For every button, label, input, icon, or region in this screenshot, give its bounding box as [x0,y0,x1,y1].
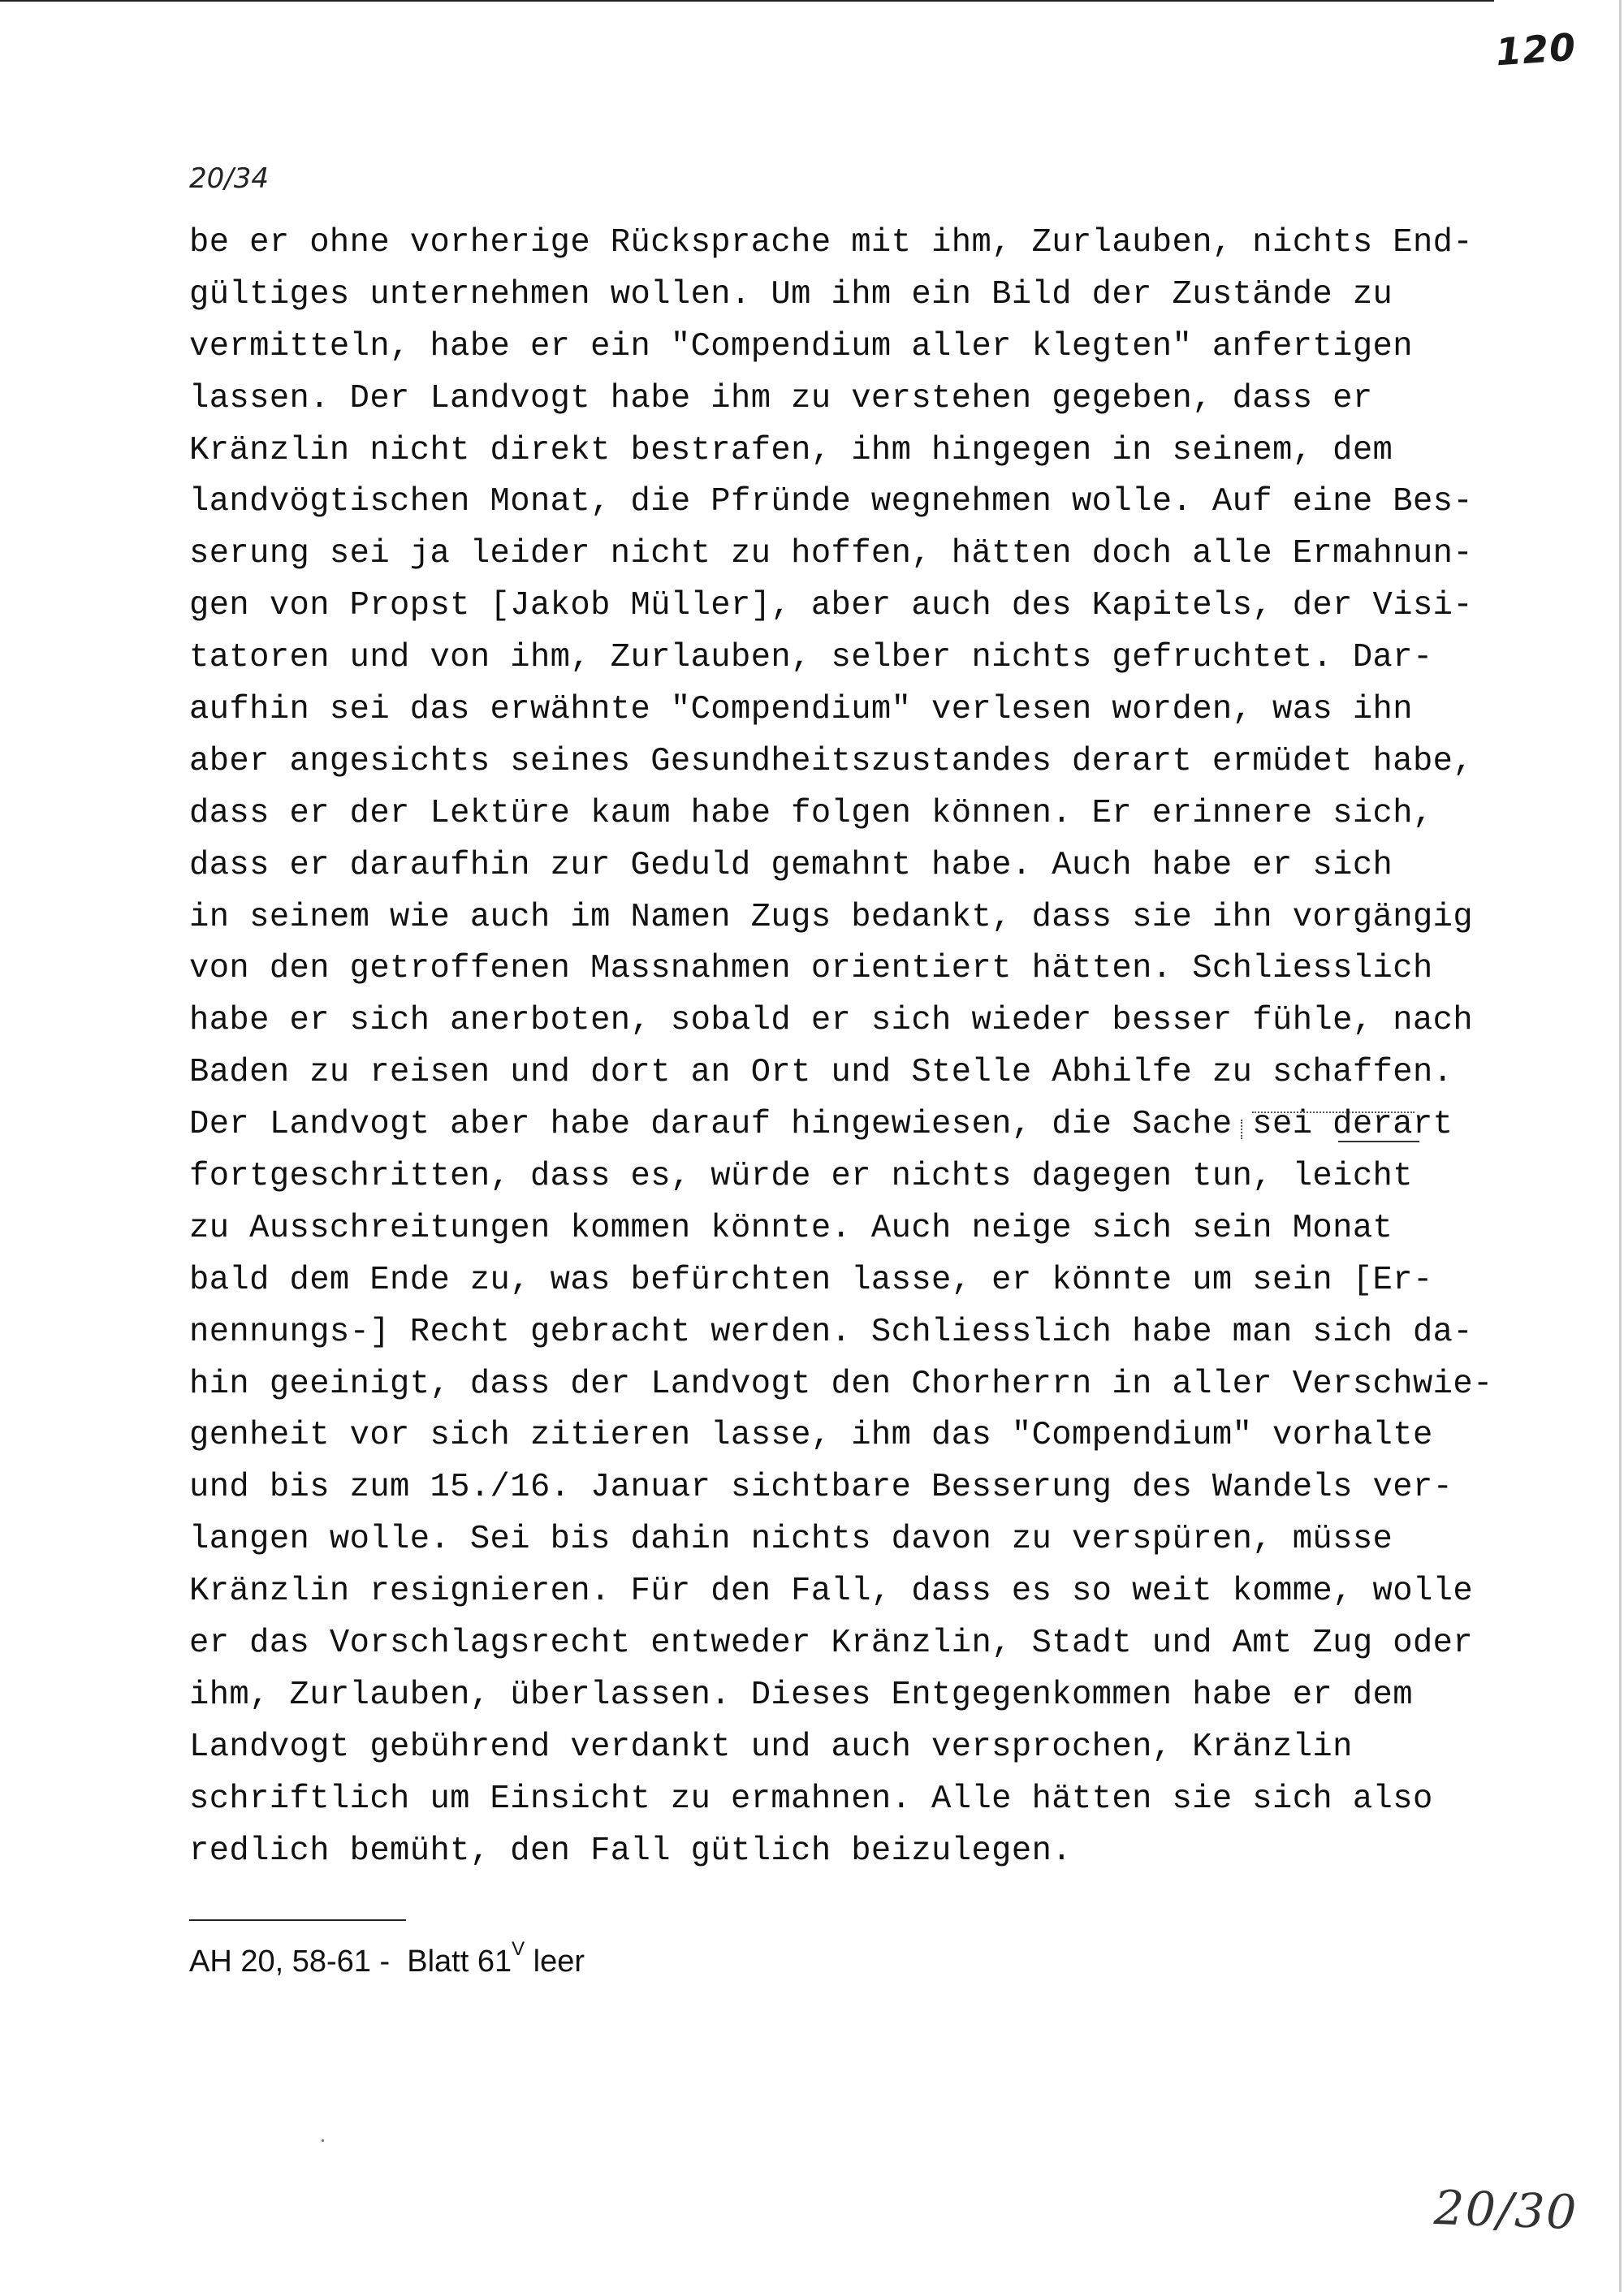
body-line: fortgeschritten, dass es, würde er nichts dagegen tun, leicht [189,1158,1413,1196]
body-line: dass er der Lektüre kaum habe folgen können. Er erinnere sich, [189,794,1433,832]
body-line: hin geeinigt, dass der Landvogt den Chorherrn in aller Verschwie- [189,1365,1493,1403]
archive-number: 20/30 [1432,2179,1579,2241]
body-line: ihm, Zurlauben, überlassen. Dieses Entgegenkommen habe er dem [189,1676,1413,1714]
body-line: gültiges unternehmen wollen. Um ihm ein Bild der Zustände zu [189,275,1393,313]
body-line: redlich bemüht, den Fall gütlich beizulegen. [189,1832,1072,1870]
body-line: und bis zum 15./16. Januar sichtbare Besserung des Wandels ver- [189,1469,1453,1507]
body-line: in seinem wie auch im Namen Zugs bedankt, dass sie ihn vorgängig [189,898,1474,936]
body-line: nennungs-] Recht gebracht werden. Schliesslich habe man sich da- [189,1313,1474,1351]
body-line: zu Ausschreitungen kommen könnte. Auch neige sich sein Monat [189,1209,1393,1247]
body-line: Kränzlin resignieren. Für den Fall, dass es so weit komme, wolle [189,1573,1474,1611]
body-line: vermitteln, habe er ein "Compendium aller klegten" anfertigen [189,327,1413,365]
body-line: lassen. Der Landvogt habe ihm zu verstehen gegeben, dass er [189,379,1373,417]
top-edge-rule [0,0,1494,2]
body-line: aufhin sei das erwähnte "Compendium" verlesen worden, was ihn [189,691,1413,729]
body-line: von den getroffenen Massnahmen orientiert hätten. Schliesslich [189,950,1433,988]
paper-speck [322,2139,324,2142]
body-line: be er ohne vorherige Rücksprache mit ihm, Zurlauben, nichts End- [189,224,1474,261]
body-line: gen von Propst [Jakob Müller], aber auch des Kapitels, der Visi- [189,587,1474,625]
body-line: er das Vorschlagsrecht entweder Kränzlin, Stadt und Amt Zug oder [189,1625,1474,1663]
body-line: habe er sich anerboten, sobald er sich wieder besser fühle, nach [189,1002,1474,1040]
body-line: aber angesichts seines Gesundheitszustandes derart ermüdet habe, [189,742,1474,780]
body-line: langen wolle. Sei bis dahin nichts davon zu verspüren, müsse [189,1521,1393,1559]
body-line: dass er daraufhin zur Geduld gemahnt habe. Auch habe er sich [189,846,1393,884]
insertion-mark [1241,1111,1429,1144]
page-reference: 20/34 [189,162,269,195]
right-edge-rule [1619,0,1622,2292]
body-line: schriftlich um Einsicht zu ermahnen. Alle hätten sie sich also [189,1780,1433,1818]
body-line: tatoren und von ihm, Zurlauben, selber nichts gefruchtet. Dar- [189,639,1433,677]
footnote-rule [189,1919,406,1921]
footnote-source: AH 20, 58-61 - Blatt 61 [189,1945,512,1979]
footnote [189,1938,585,1979]
body-line: landvögtischen Monat, die Pfründe wegnehmen wolle. Auf eine Bes- [189,483,1474,521]
folio-number: 120 [1494,24,1578,75]
body-line: Baden zu reisen und dort an Ort und Stelle Abhilfe zu schaffen. [189,1054,1453,1092]
body-line: Der Landvogt aber habe darauf hingewiesen, die Sache sei derart [189,1106,1453,1144]
footnote-verso-mark: V [512,1938,525,1960]
body-line: serung sei ja leider nicht zu hoffen, hätten doch alle Ermahnun- [189,535,1474,573]
body-line: bald dem Ende zu, was befürchten lasse, er könnte um sein [Er- [189,1261,1433,1299]
footnote-note: leer [525,1945,585,1979]
body-line: genheit vor sich zitieren lasse, ihm das "Compendium" vorhalte [189,1417,1433,1455]
body-text [189,218,1493,1878]
body-line: Landvogt gebührend verdankt und auch versprochen, Kränzlin [189,1728,1353,1766]
body-line: Kränzlin nicht direkt bestrafen, ihm hingegen in seinem, dem [189,431,1393,469]
